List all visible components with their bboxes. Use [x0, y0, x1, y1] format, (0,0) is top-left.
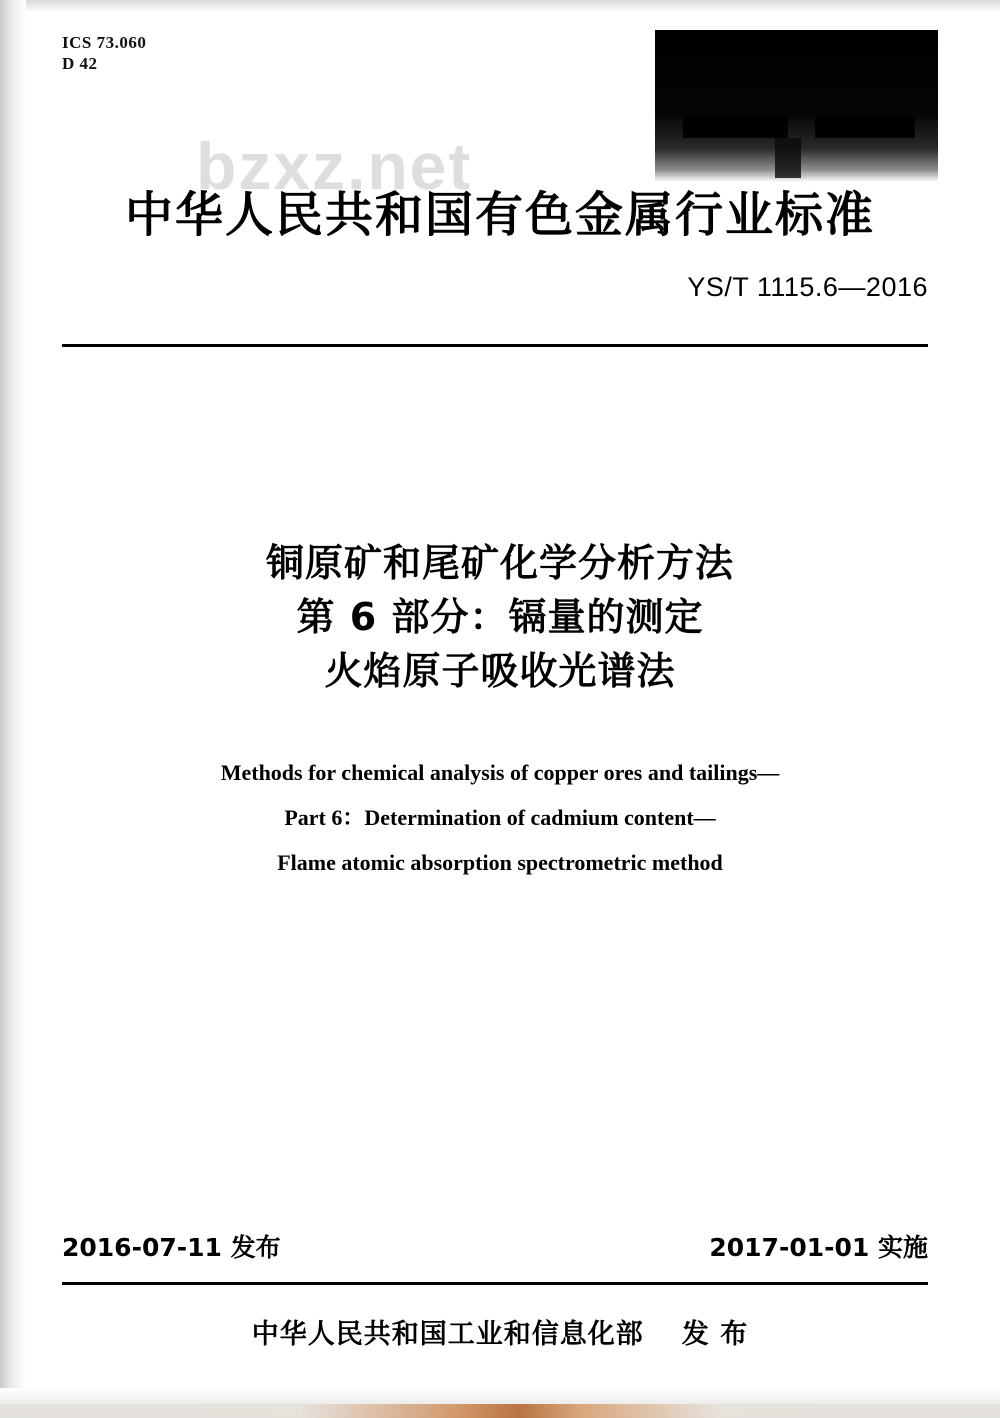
english-title-line-2: Part 6：Determination of cadmium content— — [284, 805, 716, 830]
ink-notch-center — [775, 138, 801, 178]
ics-code: ICS 73.060 — [62, 33, 147, 52]
date-row — [62, 1228, 928, 1264]
ink-notch-left — [683, 116, 788, 138]
publisher-suffix: 发 布 — [681, 1319, 749, 1350]
watermark-text: bzxz.net — [196, 129, 473, 203]
scan-ink-smudge — [655, 30, 938, 182]
divider-top — [62, 344, 928, 347]
publisher-name: 中华人民共和国工业和信息化部 — [251, 1319, 644, 1350]
effective-date: 2017-01-01 实施 — [709, 1233, 928, 1262]
classification-code: D 42 — [62, 54, 98, 73]
ink-notch-right — [815, 116, 915, 138]
ics-code-block — [62, 32, 146, 74]
page-edge-top-shadow — [0, 0, 1000, 12]
english-title-line-3: Flame atomic absorption spectrometric method — [277, 850, 723, 875]
page-title: 中华人民共和国有色金属行业标准 — [124, 187, 875, 243]
chinese-title-line-3: 火焰原子吸收光谱法 — [324, 649, 676, 693]
divider-bottom — [62, 1282, 928, 1285]
page-bottom-color-strip — [0, 1404, 1000, 1418]
english-title-line-1: Methods for chemical analysis of copper ores and tailings— — [220, 760, 780, 785]
standard-number: YS/T 1115.6—2016 — [687, 272, 928, 302]
english-title-block — [0, 750, 1000, 885]
chinese-title-block — [0, 536, 1000, 698]
issue-date: 2016-07-11 发布 — [62, 1233, 281, 1262]
chinese-title-line-2: 第 6 部分：镉量的测定 — [296, 595, 704, 639]
publisher-row — [0, 1312, 1000, 1351]
chinese-title-line-1: 铜原矿和尾矿化学分析方法 — [265, 541, 734, 585]
